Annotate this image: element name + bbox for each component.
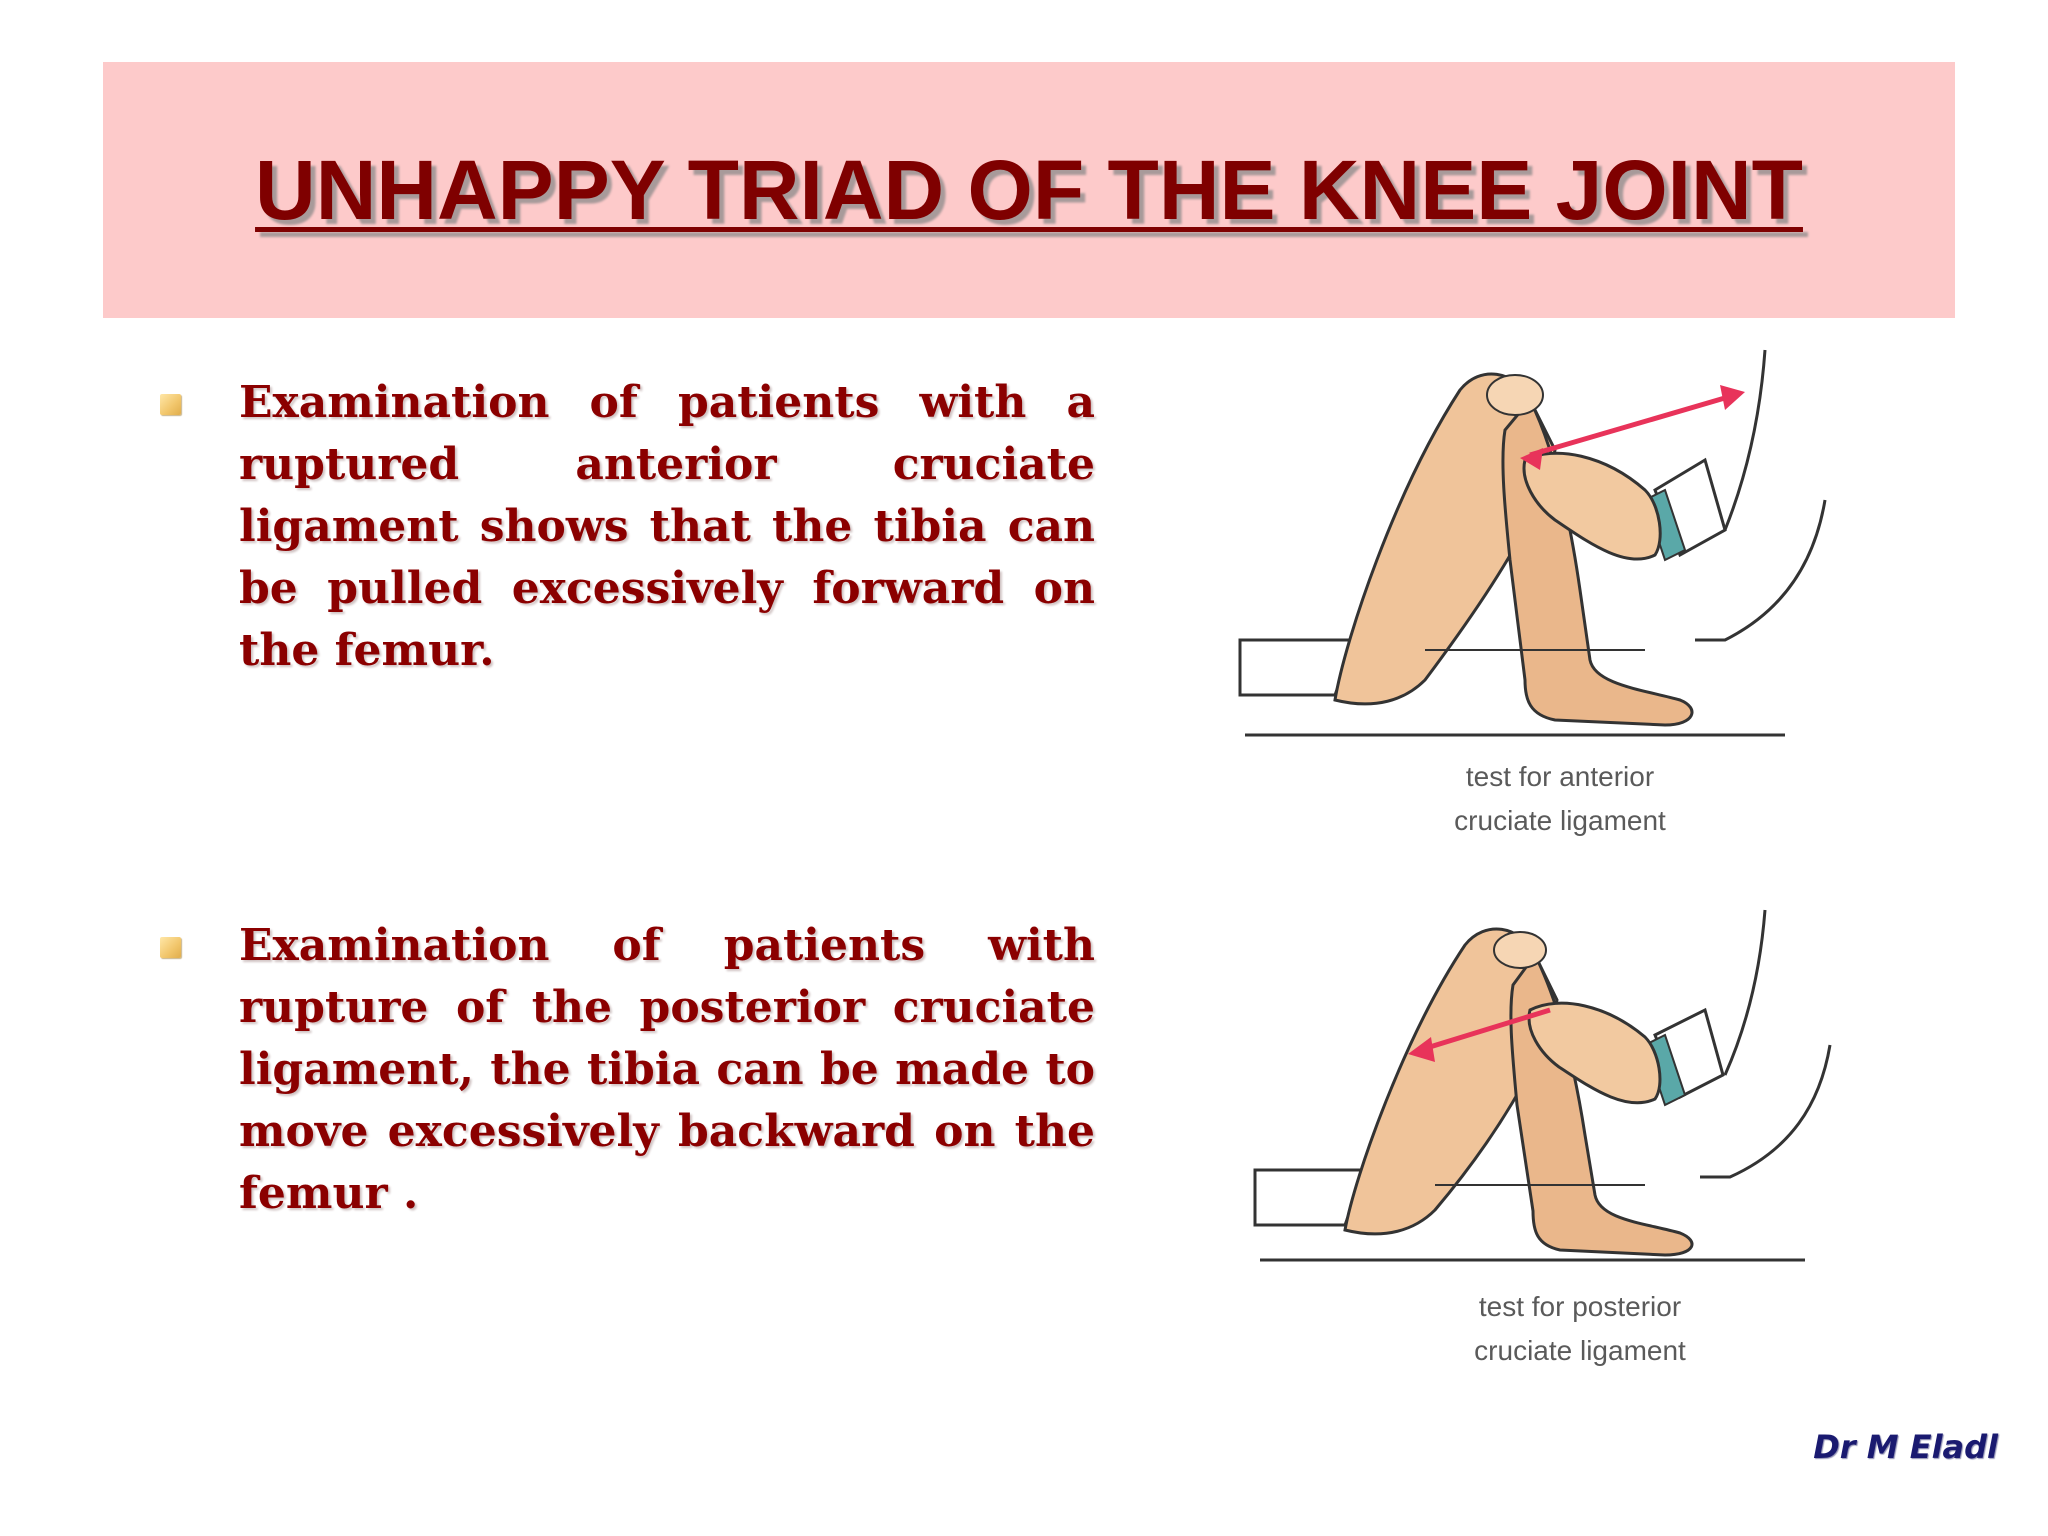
caption-anterior bbox=[1380, 755, 1740, 843]
caption-line: test for posterior bbox=[1478, 1291, 1682, 1322]
bullet-item-anterior bbox=[160, 372, 1095, 682]
caption-line: cruciate ligament bbox=[1454, 805, 1666, 836]
bullet-text-anterior: Examination of patients with a ruptured anterior cruciate ligament shows that the tibia can be pulled excessively forward on the femur. bbox=[239, 377, 1095, 676]
bullet-text-posterior: Examination of patients with rupture of the posterior cruciate ligament, the tibia can be made to move excessively backward on the femur . bbox=[239, 920, 1095, 1219]
bullet-item-posterior bbox=[160, 915, 1095, 1225]
knee-exam-drawing-icon bbox=[1225, 340, 1845, 760]
caption-line: cruciate ligament bbox=[1474, 1335, 1686, 1366]
knee-exam-drawing-icon bbox=[1245, 905, 1865, 1285]
square-bullet-icon bbox=[160, 937, 181, 958]
slide-title: UNHAPPY TRIAD OF THE KNEE JOINT bbox=[255, 143, 1803, 237]
author-signature: Dr M Eladl bbox=[1813, 1428, 1998, 1466]
title-band bbox=[103, 62, 1955, 318]
square-bullet-icon bbox=[160, 394, 181, 415]
caption-line: test for anterior bbox=[1465, 761, 1655, 792]
caption-posterior bbox=[1400, 1285, 1760, 1373]
